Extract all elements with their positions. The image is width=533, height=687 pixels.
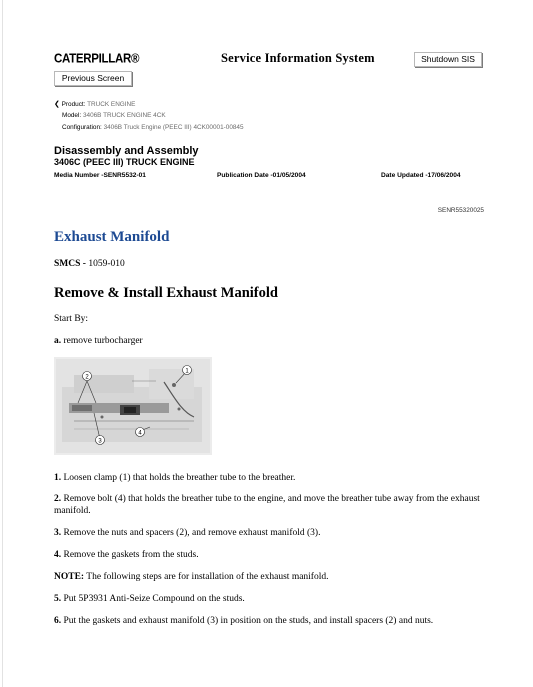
step-1-marker: 1.: [54, 473, 62, 483]
exhaust-manifold-illustration: [54, 357, 212, 455]
step-5-marker: 5.: [54, 594, 62, 604]
step-6: [54, 615, 484, 627]
step-4-text: Remove the gaskets from the studs.: [61, 550, 199, 560]
publication-date: Publication Date -01/05/2004: [217, 172, 306, 179]
media-number: Media Number -SENR5532-01: [54, 172, 146, 179]
previous-screen-button[interactable]: Previous Screen: [54, 71, 132, 86]
left-border-line: [2, 0, 3, 687]
section-title: Disassembly and Assembly: [54, 145, 199, 157]
step-4-marker: 4.: [54, 550, 62, 560]
step-2-text: Remove bolt (4) that holds the breather tube to the engine, and move the breather tube away from the exhaust manifold.: [54, 494, 480, 516]
system-title: Service Information System: [221, 51, 375, 65]
step-1-text: Loosen clamp (1) that holds the breather tube to the breather.: [61, 473, 296, 483]
start-by-label: Start By:: [54, 314, 89, 324]
model-value: 3406B TRUCK ENGINE 4CK: [82, 112, 166, 119]
product-row: [54, 100, 135, 108]
step-4: [54, 549, 484, 561]
step-5: [54, 593, 484, 605]
back-chevron-icon[interactable]: ❮: [54, 101, 60, 108]
smcs-label: SMCS -: [54, 259, 89, 269]
callout-2: 2: [85, 374, 89, 381]
configuration-value: 3406B Truck Engine (PEEC III) 4CK00001-00845: [103, 124, 244, 131]
prerequisite-step: [54, 336, 143, 346]
model-row: [62, 112, 166, 119]
note: [54, 571, 484, 583]
caterpillar-logo: CATERPILLAR®: [54, 52, 140, 66]
configuration-label: Configuration:: [62, 124, 102, 131]
step-3-marker: 3.: [54, 528, 62, 538]
prerequisite-marker: a.: [54, 336, 62, 346]
callout-1: 1: [185, 368, 189, 375]
step-1: [54, 472, 484, 484]
product-value: TRUCK ENGINE: [87, 101, 136, 108]
step-2: [54, 493, 484, 517]
step-2-marker: 2.: [54, 494, 62, 504]
callout-3: 3: [98, 438, 102, 445]
product-label: Product:: [61, 101, 86, 108]
document-id: SENR55320025: [437, 207, 484, 214]
step-6-text: Put the gaskets and exhaust manifold (3) in position on the studs, and install spacers (2) and nuts.: [61, 616, 434, 626]
note-text: The following steps are for installation of the exhaust manifold.: [84, 572, 329, 582]
section-subtitle: 3406C (PEEC III) TRUCK ENGINE: [54, 157, 195, 167]
procedure-title: Remove & Install Exhaust Manifold: [54, 285, 278, 301]
configuration-row: [62, 124, 244, 131]
step-3: [54, 527, 484, 539]
prerequisite-text: remove turbocharger: [61, 336, 143, 346]
illustration-svg: [54, 357, 212, 455]
article-title: Exhaust Manifold: [54, 229, 170, 245]
callout-4: 4: [138, 430, 142, 437]
smcs-value: 1059-010: [88, 259, 125, 269]
shutdown-sis-button[interactable]: Shutdown SIS: [414, 52, 482, 67]
step-5-text: Put 5P3931 Anti-Seize Compound on the studs.: [61, 594, 245, 604]
model-label: Model:: [62, 112, 82, 119]
note-marker: NOTE:: [54, 572, 85, 582]
step-6-marker: 6.: [54, 616, 62, 626]
smcs-code: [54, 259, 125, 269]
step-3-text: Remove the nuts and spacers (2), and remove exhaust manifold (3).: [61, 528, 321, 538]
date-updated: Date Updated -17/06/2004: [381, 172, 461, 179]
